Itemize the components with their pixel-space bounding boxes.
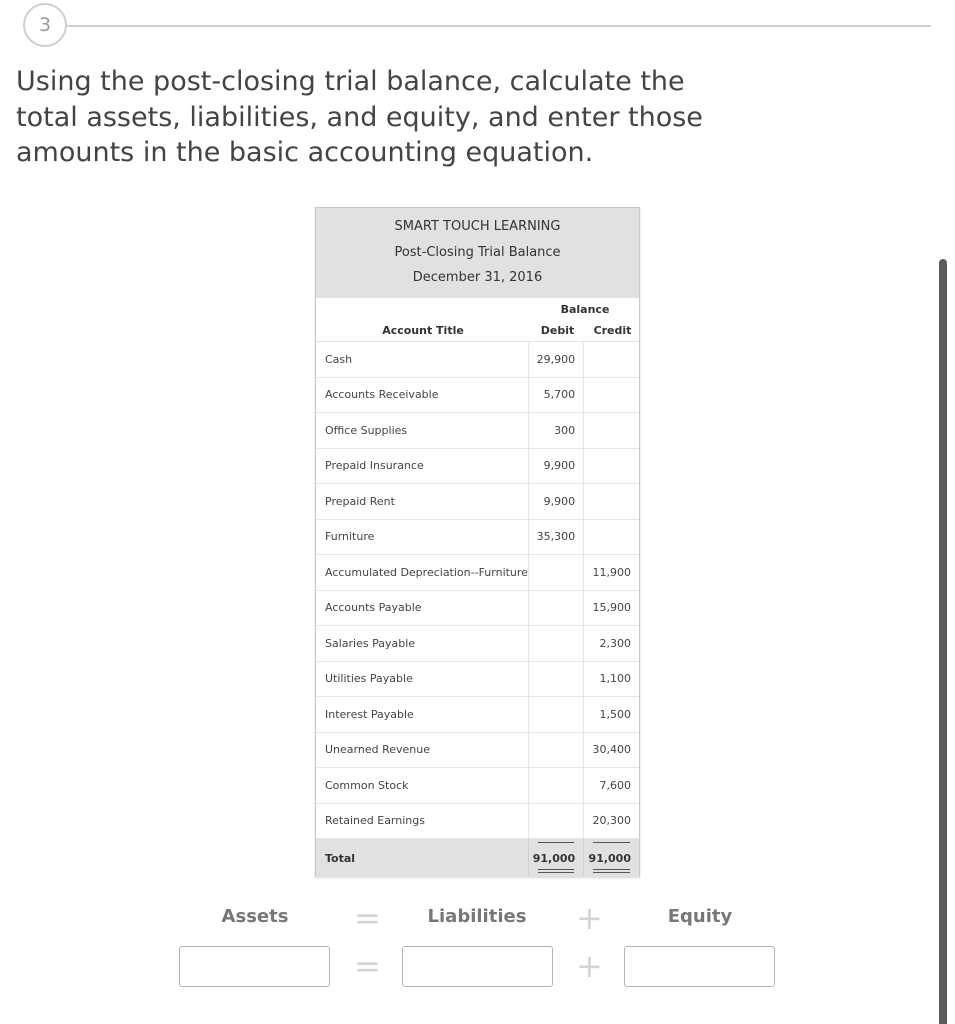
credit-cell	[584, 449, 639, 484]
report-title: Post-Closing Trial Balance	[394, 244, 561, 260]
total-debit: 91,000	[529, 839, 584, 877]
account-title-header: Account Title	[382, 324, 464, 337]
credit-cell: 11,900	[592, 565, 631, 579]
debit-cell: 29,900	[529, 342, 584, 377]
liabilities-input[interactable]	[402, 946, 553, 987]
credit-cell: 2,300	[599, 636, 631, 650]
equals-sign-top: =	[354, 899, 381, 937]
table-row	[316, 626, 639, 662]
total-row	[316, 839, 639, 877]
account-cell: Accumulated Depreciation--Furniture	[316, 555, 529, 590]
table-row	[316, 342, 639, 378]
debit-cell	[529, 662, 584, 697]
debit-cell	[529, 555, 584, 590]
credit-cell: 1,500	[599, 707, 631, 721]
table-row	[316, 413, 639, 449]
table-row	[316, 520, 639, 556]
report-date: December 31, 2016	[412, 270, 543, 285]
credit-cell: 30,400	[592, 743, 631, 757]
debit-cell	[529, 591, 584, 626]
account-cell: Common Stock	[316, 768, 529, 803]
credit-cell	[584, 378, 639, 413]
debit-cell: 35,300	[529, 520, 584, 555]
trial-balance-rows	[316, 342, 639, 839]
step-number-badge	[23, 3, 67, 47]
table-row	[316, 484, 639, 520]
debit-cell: 9,900	[529, 449, 584, 484]
plus-sign-bottom: +	[576, 947, 603, 985]
account-cell: Interest Payable	[316, 697, 529, 732]
debit-cell	[529, 804, 584, 839]
scrollbar[interactable]	[939, 259, 947, 1024]
credit-header: Credit	[593, 324, 632, 337]
equity-label: Equity	[667, 906, 733, 927]
credit-cell	[584, 520, 639, 555]
liabilities-label: Liabilities	[427, 906, 527, 927]
debit-cell	[529, 733, 584, 768]
step-number: 3	[38, 14, 52, 36]
credit-cell	[584, 484, 639, 519]
account-cell: Utilities Payable	[316, 662, 529, 697]
table-row	[316, 591, 639, 627]
account-cell: Furniture	[316, 520, 529, 555]
table-row	[316, 697, 639, 733]
trial-balance-header	[316, 208, 639, 298]
assets-input[interactable]	[179, 946, 330, 987]
total-credit: 91,000	[584, 839, 639, 877]
total-label: Total	[316, 839, 529, 877]
table-row	[316, 733, 639, 769]
table-row	[316, 378, 639, 414]
debit-cell: 300	[529, 413, 584, 448]
account-cell: Prepaid Rent	[316, 484, 529, 519]
equals-sign-bottom: =	[354, 947, 381, 985]
column-headers	[316, 298, 639, 342]
trial-balance-table	[315, 207, 640, 877]
account-cell: Prepaid Insurance	[316, 449, 529, 484]
credit-cell: 15,900	[592, 601, 631, 615]
equity-input[interactable]	[624, 946, 775, 987]
credit-cell	[584, 342, 639, 377]
credit-cell: 20,300	[592, 814, 631, 828]
company-name: SMART TOUCH LEARNING	[394, 219, 561, 234]
plus-sign-top: +	[576, 899, 603, 937]
account-cell: Accounts Receivable	[316, 378, 529, 413]
table-row	[316, 449, 639, 485]
account-cell: Retained Earnings	[316, 804, 529, 839]
credit-cell: 7,600	[599, 778, 631, 792]
account-cell: Salaries Payable	[316, 626, 529, 661]
credit-cell	[584, 413, 639, 448]
account-cell: Accounts Payable	[316, 591, 529, 626]
debit-cell	[529, 626, 584, 661]
credit-cell: 1,100	[599, 672, 631, 686]
table-row	[316, 662, 639, 698]
debit-header: Debit	[540, 324, 575, 337]
question-text: Using the post-closing trial balance, calculate the total assets, liabilities, and equity, and enter those amounts in the basic accounting equation.	[16, 66, 703, 168]
debit-cell	[529, 697, 584, 732]
table-row	[316, 555, 639, 591]
step-divider	[67, 25, 931, 27]
debit-cell	[529, 768, 584, 803]
debit-cell: 9,900	[529, 484, 584, 519]
table-row	[316, 804, 639, 840]
table-row	[316, 768, 639, 804]
assets-label: Assets	[221, 906, 289, 927]
debit-cell: 5,700	[529, 378, 584, 413]
balance-header: Balance	[560, 303, 610, 316]
account-cell: Office Supplies	[316, 413, 529, 448]
account-cell: Unearned Revenue	[316, 733, 529, 768]
account-cell: Cash	[316, 342, 529, 377]
